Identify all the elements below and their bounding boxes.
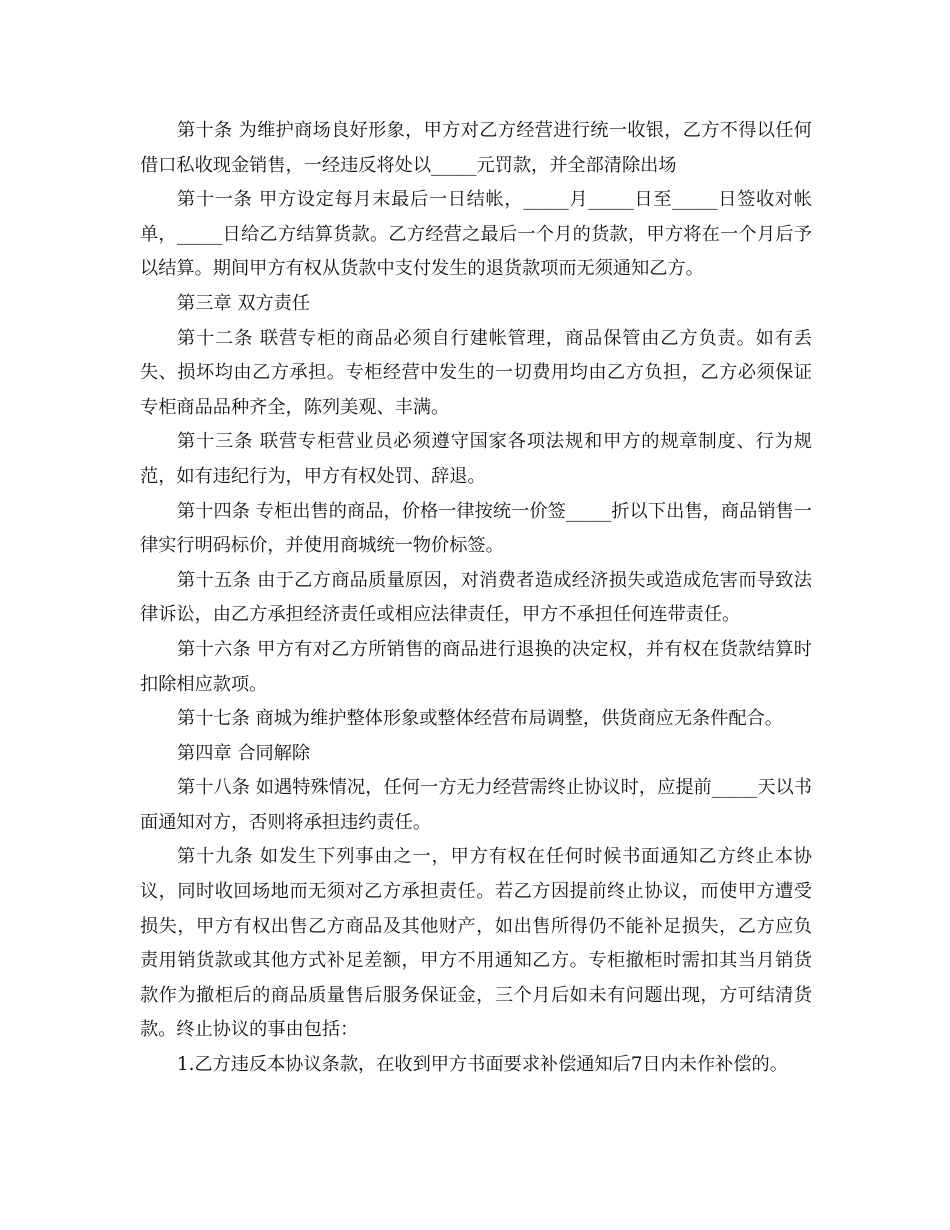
article-15-paragraph: 第十五条 由于乙方商品质量原因，对消费者造成经济损失或造成危害而导致法律诉讼，由乙方承担经济责任或相应法律责任，甲方不承担任何连带责任。: [140, 569, 812, 626]
article-12-paragraph: 第十二条 联营专柜的商品必须自行建帐管理，商品保管由乙方负责。如有丢失、损坏均由乙方承担。专柜经营中发生的一切费用均由乙方负担，乙方必须保证专柜商品品种齐全，陈列美观、丰满。: [140, 327, 812, 418]
article-18-paragraph: 第十八条 如遇特殊情况，任何一方无力经营需终止协议时，应提前_____天以书面通知对方，否则将承担违约责任。: [140, 777, 812, 833]
article-10-paragraph: 第十条 为维护商场良好形象，甲方对乙方经营进行统一收银，乙方不得以任何借口私收现金销售，一经违反将处以_____元罚款，并全部清除出场: [140, 120, 812, 176]
article-16-paragraph: 第十六条 甲方有对乙方所销售的商品进行退换的决定权，并有权在货款结算时扣除相应款项。: [140, 638, 812, 695]
chapter-4-heading: 第四章 合同解除: [177, 742, 311, 764]
article-11-paragraph: 第十一条 甲方设定每月末最后一日结帐，_____月_____日至_____日签收对帐单，_____日给乙方结算货款。乙方经营之最后一个月的货款，甲方将在一个月后予以结算。期间甲方有权从货款中支付发生的退货款项而无须通知乙方。: [140, 189, 812, 280]
document-page: [140, 114, 812, 1083]
article-14-paragraph: 第十四条 专柜出售的商品，价格一律按统一价签_____折以下出售，商品销售一律实行明码标价，并使用商城统一物价标签。: [140, 500, 812, 557]
chapter-3-heading: 第三章 双方责任: [177, 292, 311, 314]
article-19-paragraph: 第十九条 如发生下列事由之一，甲方有权在任何时候书面通知乙方终止本协议，同时收回场地而无须对乙方承担责任。若乙方因提前终止协议，而使甲方遭受损失，甲方有权出售乙方商品及其他财产，如出售所得仍不能补足损失，乙方应负责用销货款或其他方式补足差额，甲方不用通知乙方。专柜撤柜时需扣其当月销货款作为撤柜后的商品质量售后服务保证金，三个月后如未有问题出现，方可结清货款。终止协议的事由包括：: [140, 846, 812, 1041]
article-17-paragraph: 第十七条 商城为维护整体形象或整体经营布局调整，供货商应无条件配合。: [177, 708, 783, 730]
article-13-paragraph: 第十三条 联营专柜营业员必须遵守国家各项法规和甲方的规章制度、行为规范，如有违纪行为，甲方有权处罚、辞退。: [140, 431, 812, 487]
termination-item-1: 1.乙方违反本协议条款，在收到甲方书面要求补偿通知后7日内未作补偿的。: [177, 1054, 788, 1076]
